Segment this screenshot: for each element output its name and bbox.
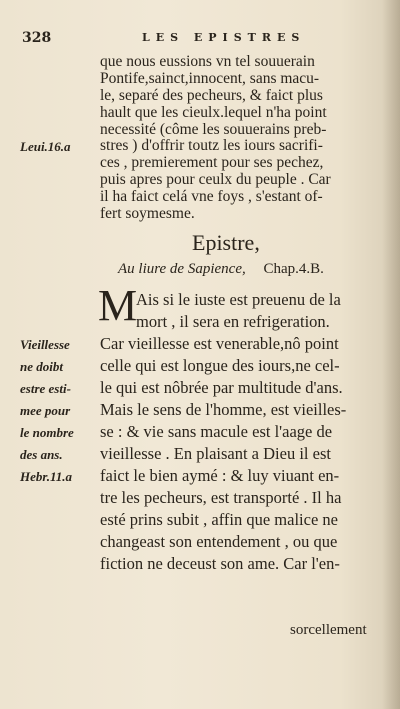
margin-note: Vieillesse (20, 337, 70, 352)
page-header (22, 30, 352, 50)
text-line: Pontife,sainct,innocent, sans macu- (100, 69, 320, 87)
text-line: stres ) d'offrir toutz les iours sacrifi- (100, 137, 323, 155)
text-line: fiction ne deceust son ame. Car l'en- (100, 554, 340, 573)
margin-note: le nombre (20, 425, 74, 440)
source-book: Au liure de Sapience, (118, 261, 246, 277)
running-title: LES EPISTRES (142, 31, 306, 44)
text-line: Mais le sens de l'homme, est vieilles- (100, 400, 347, 419)
text-line: mort , il sera en refrigeration. (136, 312, 330, 331)
text-line: se : & vie sans macule est l'aage de (100, 422, 333, 441)
text-line: esté prins subit , affin que malice ne (100, 510, 338, 529)
text-line: tre les pecheurs, est transporté . Il ha (100, 488, 342, 507)
text-line: faict le bien aymé : & luy viuant en- (100, 466, 340, 485)
text-line: que nous eussions vn tel souuerain (100, 53, 315, 70)
margin-note: mee pour (20, 403, 71, 418)
text-line: celle qui est longue des iours,ne cel- (100, 356, 340, 375)
text-line: fert soymesme. (100, 205, 195, 222)
catchword: sorcellement (290, 622, 367, 638)
text-line: puis apres pour ceulx du peuple . Car (100, 171, 331, 189)
text-line: changeast son entendement , ou que (100, 532, 338, 551)
text-line: il ha faict celá vne foys , s'estant of- (100, 188, 323, 206)
source-chapter: Chap.4.B. (263, 261, 324, 277)
text-line: Ais si le iuste est preuenu de la (136, 290, 341, 309)
text-line: le qui est nôbrée par multitude d'ans. (100, 378, 343, 397)
margin-note: des ans. (20, 447, 63, 462)
text-line: Car vieillesse est venerable,nô point (100, 334, 339, 353)
margin-note: Hebr.11.a (20, 469, 73, 484)
margin-note: Leui.16.a (20, 139, 71, 155)
text-line: le, separé des pecheurs, & faict plus (100, 86, 323, 104)
text-line: necessité (côme les souuerains preb- (100, 120, 327, 138)
page-edge-shadow (382, 0, 400, 709)
text-line: vieillesse . En plaisant a Dieu il est (100, 444, 331, 463)
margin-note: ne doibt (20, 359, 63, 374)
drop-cap: M (98, 281, 138, 330)
margin-note: estre esti- (20, 381, 71, 396)
text-line: ces , premierement pour ses pechez, (100, 154, 324, 172)
text-line: hault que les cieulx.lequel n'ha point (100, 103, 327, 121)
source-reference (118, 261, 324, 278)
page-number: 328 (22, 30, 52, 46)
section-title: Epistre, (192, 230, 260, 255)
